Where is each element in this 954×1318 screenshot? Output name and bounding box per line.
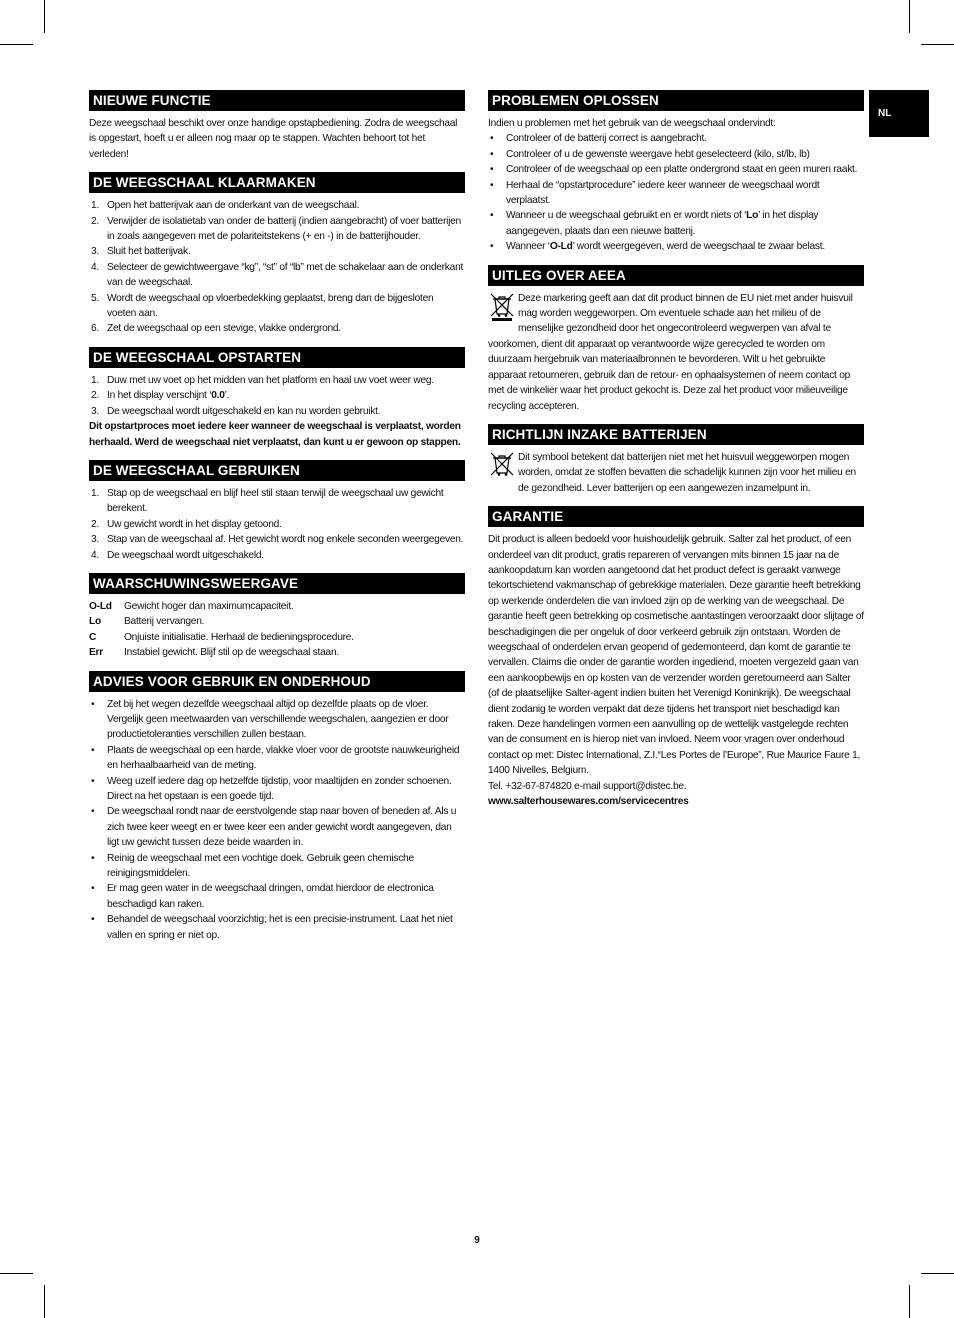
section-heading: DE WEEGSCHAAL KLAARMAKEN [89, 172, 465, 193]
list-item: 3. Stap van de weegschaal af. Het gewicht wordt nog enkele seconden weergegeven. [91, 534, 464, 546]
list-item: • De weegschaal rondt naar de eerstvolgende stap naar boven of beneden af. Als u zich twee keer weegt en er twee keer een ander gewicht wordt aangegeven, dan ligt uw gewicht tussen deze beide waarden in. [91, 806, 457, 849]
list-item: • Wanneer ‘O-Ld’ wordt weergegeven, werd de weegschaal te zwaar belast. [490, 241, 825, 253]
list-item: • Er mag geen water in de weegschaal dringen, omdat hierdoor de electronica beschadigd kan raken. [91, 883, 434, 910]
list-item: • Wanneer u de weegschaal gebruikt en er wordt niets of ‘Lo’ in het display aangegeven, plaats dan een nieuwe batterij. [490, 210, 819, 237]
list-item: 3. Sluit het batterijvak. [91, 246, 191, 258]
list-item: 2. Uw gewicht wordt in het display getoond. [91, 518, 282, 530]
left-column [89, 90, 465, 953]
list-item: • Behandel de weegschaal voorzichtig; het is een precisie-instrument. Laat het niet vallen en spring er niet op. [91, 914, 453, 941]
section-heading: DE WEEGSCHAAL GEBRUIKEN [89, 460, 465, 481]
list-item: 5. Wordt de weegschaal op vloerbedekking geplaatst, breng dan de bijgesloten voeten aan. [91, 292, 434, 320]
crop-mark [909, 1285, 910, 1318]
error-code-row: Lo Batterij vervangen. [89, 616, 205, 628]
list-item: • Controleer of de batterij correct is aangebracht. [490, 133, 707, 145]
page-number: 9 [474, 1235, 480, 1246]
list-item: 4. De weegschaal wordt uitgeschakeld. [91, 549, 264, 561]
list-item: 1. Stap op de weegschaal en blijf heel stil staan terwijl de weegschaal uw gewicht berekent. [91, 487, 444, 515]
section-advies [89, 671, 465, 944]
aeea-text: Deze markering geeft aan dat dit product binnen de EU niet met ander huisvuil mag worden weggeworpen. Om eventuele schade aan het milieu of de menselijke gezondheid door het ongecontroleerd wegwerpen van afval te voorkomen, dient dit apparaat op verantwoorde wijze gerecycled te worden om duurzaam hergebruik van materiaalbronnen te bevorderen. Wilt u het gebruikte apparaat retourneren, gebruik dan de retour- en ophaalsystemen of neem contact op met de winkelier waar het product gekocht is. Deze zal het product voor milieuveilige recycling accepteren. [488, 292, 853, 412]
section-aeea [488, 265, 864, 414]
battery-bin-icon [488, 451, 516, 481]
error-code-row: O-Ld Gewicht hoger dan maximumcapaciteit. [89, 600, 294, 612]
list-item: • Zet bij het wegen dezelfde weegschaal altijd op dezelfde plaats op de vloer. Vergelijk geen meetwaarden van verschillende weegschalen, aangezien er door productietoleranties verschillen zullen bestaan. [91, 698, 449, 741]
bullet-list [89, 697, 465, 944]
garantie-contact: Tel. +32-67-874820 e-mail support@distec.be. [488, 780, 687, 792]
list-item: • Controleer of de weegschaal op een platte ondergrond staat en geen muren raakt. [490, 164, 858, 176]
crop-mark [0, 1273, 33, 1274]
numbered-list [89, 373, 465, 419]
crop-mark [909, 0, 910, 33]
list-item: • Herhaal de “opstartprocedure” iedere keer wanneer de weegschaal wordt verplaatst. [490, 179, 820, 207]
startup-note: Dit opstartproces moet iedere keer wanneer de weegschaal is verplaatst, worden herhaald. Werd de weegschaal niet verplaatst, dan kunt u er gewoon op stappen. [89, 421, 461, 448]
error-code-row: C Onjuiste initialisatie. Herhaal de bedieningsprocedure. [89, 631, 354, 643]
list-item: 2. In het display verschijnt ‘0.0’. [91, 390, 230, 402]
crop-mark [0, 44, 33, 45]
section-heading: WAARSCHUWINGSWEERGAVE [89, 573, 465, 594]
garantie-text: Dit product is alleen bedoeld voor huishoudelijk gebruik. Salter zal het product, of een onderdeel van dit product, gratis repareren of vervangen mits binnen 15 jaar na de aankoopdatum kan worden aangetoond dat het product defect is geraakt vanwege tekortschietend vakmanschap of gebrekkige materialen. Deze garantie heeft betrekking op werkende onderdelen die van invloed zijn op de werking van de weegschaal. De garantie heeft geen betrekking op cosmetische aantastingen veroorzaakt door slijtage of beschadigingen die per ongeluk of door verkeerd gebruik zijn ontstaan. Worden de weegschaal of onderdelen ervan geopend of gedemonteerd, dan komt de garantie te vervallen. Claims die onder de garantie worden ingediend, moeten vergezeld gaan van een aankoopbewijs en op kosten van de verzender worden geretourneerd aan Salter (of de plaatselijke Salter-agent indien buiten het Verenigd Koninkrijk). De weegschaal dient zodanig te worden verpakt dat deze tijdens het transport niet beschadigd kan raken. Deze handelingen vormen een aanvulling op de wettelijk vastgelegde rechten van de consument en is hierop niet van invloed. Neem voor vragen over onderhoud contact op met: Distec International, Z.I.“Les Portes de l’Europe”, Rue Maurice Faure 1, 1400 Nivelles, Belgium. [488, 534, 864, 777]
section-klaarmaken [89, 172, 465, 337]
section-heading: RICHTLIJN INZAKE BATTERIJEN [488, 424, 864, 445]
section-problemen [488, 90, 864, 255]
list-item: • Weeg uzelf iedere dag op hetzelfde tijdstip, voor maaltijden en zonder schoenen. Direct na het opstaan is een goede tijd. [91, 775, 452, 802]
section-heading: NIEUWE FUNCTIE [89, 90, 465, 111]
section-heading: PROBLEMEN OPLOSSEN [488, 90, 864, 111]
batterijen-text: Dit symbool betekent dat batterijen niet met het huisvuil weggeworpen mogen worden, omdat ze stoffen bevatten die schadelijk kunnen zijn voor het milieu en de gezondheid. Lever batterijen op een aangewezen inzamelpunt in. [518, 451, 856, 494]
weee-bin-icon [488, 292, 516, 322]
section-nieuwe-functie [89, 90, 465, 162]
service-url-link[interactable]: www.salterhousewares.com/servicecentres [488, 796, 689, 808]
section-opstarten [89, 347, 465, 450]
list-item: • Reinig de weegschaal met een vochtige doek. Gebruik geen chemische reinigingsmiddelen. [91, 852, 414, 880]
list-item: 3. De weegschaal wordt uitgeschakeld en kan nu worden gebruikt. [91, 405, 381, 417]
section-heading: UITLEG OVER AEEA [488, 265, 864, 286]
crop-mark [44, 1285, 45, 1318]
section-heading: GARANTIE [488, 506, 864, 527]
list-item: 4. Selecteer de gewichtweergave “kg”, “st” of “lb” met de schakelaar aan de onderkant van de weegschaal. [91, 261, 464, 289]
error-code-list [89, 599, 465, 661]
section-text: Deze weegschaal beschikt over onze handige opstapbediening. Zodra de weegschaal is opgestart, hoeft u er alleen nog maar op te stappen. Wachten behoort tot het verleden! [89, 118, 458, 160]
list-item: • Plaats de weegschaal op een harde, vlakke vloer voor de grootste nauwkeurigheid en herhaalbaarheid van de meting. [91, 744, 460, 772]
list-item: 1. Duw met uw voet op het midden van het platform en haal uw voet weer weg. [91, 374, 434, 386]
list-item: 6. Zet de weegschaal op een stevige, vlakke ondergrond. [91, 323, 341, 335]
numbered-list [89, 486, 465, 563]
right-column [488, 90, 864, 819]
section-intro: Indien u problemen met het gebruik van de weegschaal ondervindt: [488, 118, 776, 129]
list-item: • Controleer of u de gewenste weergave hebt geselecteerd (kilo, st/lb, lb) [490, 148, 810, 160]
section-gebruiken [89, 460, 465, 563]
crop-mark [921, 44, 954, 45]
error-code-row: Err Instabiel gewicht. Blijf stil op de weegschaal staan. [89, 647, 339, 659]
section-batterijen [488, 424, 864, 496]
section-heading: DE WEEGSCHAAL OPSTARTEN [89, 347, 465, 368]
list-item: 2. Verwijder de isolatietab van onder de batterij (indien aangebracht) of voer batterijen in zoals aangegeven met de polariteitstekens (+ en -) in de batterijhouder. [91, 215, 461, 243]
crop-mark [44, 0, 45, 33]
bullet-list [488, 131, 864, 254]
numbered-list [89, 198, 465, 337]
section-heading: ADVIES VOOR GEBRUIK EN ONDERHOUD [89, 671, 465, 692]
section-garantie [488, 506, 864, 809]
section-waarschuwing [89, 573, 465, 661]
language-tab: NL [869, 90, 929, 137]
list-item: 1. Open het batterijvak aan de onderkant van de weegschaal. [91, 200, 360, 212]
crop-mark [921, 1273, 954, 1274]
